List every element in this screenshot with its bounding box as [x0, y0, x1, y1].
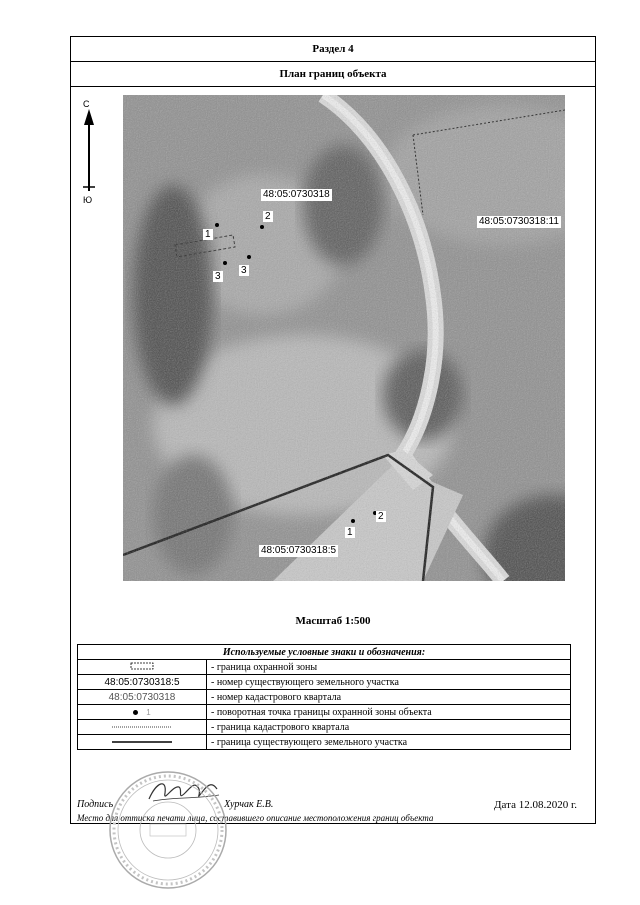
signature-label: Подпись: [77, 799, 114, 810]
legend-text: - поворотная точка границы охранной зоны объекта: [207, 705, 571, 720]
north-arrow-icon: [79, 99, 103, 209]
legend-row: [78, 660, 571, 675]
stamp-place-caption: Место для оттиска печати лица, составившего описание местоположения границ объекта: [77, 813, 434, 823]
compass-north-label: С: [83, 99, 90, 109]
legend-row: [78, 690, 571, 705]
legend-row: [78, 675, 571, 690]
cadastral-label: 48:05:0730318: [263, 189, 330, 200]
legend-row: [78, 720, 571, 735]
turning-point-icon: [133, 710, 138, 715]
satellite-map[interactable]: [123, 95, 565, 581]
point-label: 3: [215, 271, 221, 282]
quarter-boundary-symbol-icon: [78, 720, 207, 735]
point-label: 2: [378, 511, 384, 522]
turning-point-marker: [223, 261, 227, 265]
signer-name: Хурчак Е.В.: [224, 799, 274, 810]
legend-text: - номер существующего земельного участка: [207, 675, 571, 690]
turning-point-number: 1: [146, 707, 151, 717]
quarter-number-symbol: 48:05:0730318: [78, 690, 207, 705]
legend-row: [78, 705, 571, 720]
legend-text: - номер кадастрового квартала: [207, 690, 571, 705]
point-label: 1: [347, 527, 353, 538]
compass-south-label: Ю: [83, 195, 93, 205]
turning-point-marker: [351, 519, 355, 523]
map-scale: Масштаб 1:500: [295, 615, 371, 627]
legend-text: - граница кадастрового квартала: [207, 720, 571, 735]
plan-title: План границ объекта: [71, 62, 595, 87]
point-label: 1: [205, 229, 211, 240]
turning-point-marker: [215, 223, 219, 227]
cadastral-label: 48:05:0730318:5: [261, 545, 337, 556]
parcel-boundary-symbol-icon: [78, 735, 207, 750]
parcel-number-symbol: 48:05:0730318:5: [78, 675, 207, 690]
document-date: Дата 12.08.2020 г.: [494, 799, 577, 811]
map-background: [123, 95, 565, 581]
legend-text: - граница существующего земельного участка: [207, 735, 571, 750]
turning-point-marker: [260, 225, 264, 229]
seal-stamp-icon: [106, 768, 230, 892]
buffer-zone-symbol-icon: [78, 660, 207, 675]
legend-row: [78, 735, 571, 750]
legend-text: - граница охранной зоны: [207, 660, 571, 675]
legend-table: [77, 644, 571, 750]
legend-title: Используемые условные знаки и обозначения:: [78, 645, 571, 660]
document-frame: [70, 36, 596, 824]
point-label: 2: [265, 211, 271, 222]
turning-point-marker: [247, 255, 251, 259]
point-label: 3: [241, 265, 247, 276]
cadastral-label: 48:05:0730318:11: [479, 216, 559, 227]
section-title: Раздел 4: [71, 37, 595, 62]
